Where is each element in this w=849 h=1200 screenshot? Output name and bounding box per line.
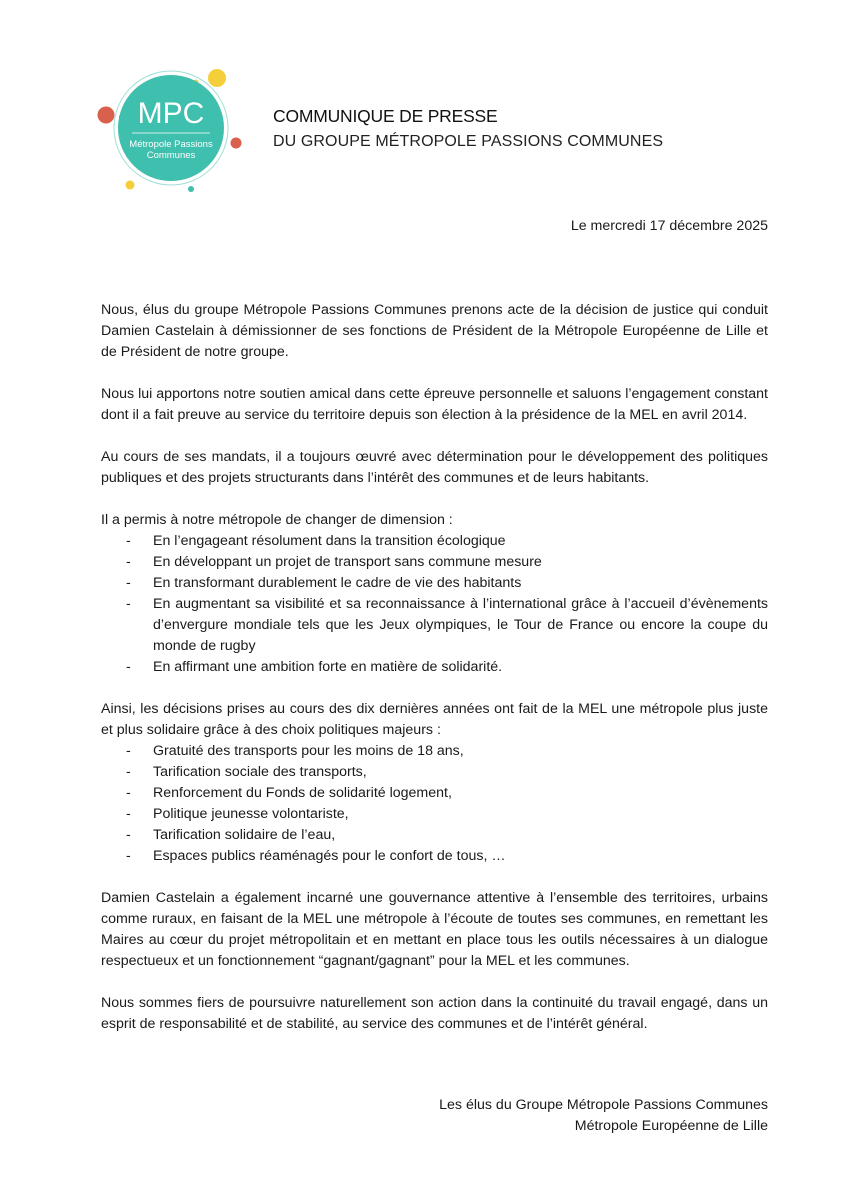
list-item xyxy=(101,552,768,573)
list-dash: - xyxy=(126,533,131,549)
policy-choices-list xyxy=(101,741,768,867)
list-item xyxy=(101,825,768,846)
list-dash: - xyxy=(126,575,131,591)
logo-dot-yellow-large xyxy=(208,69,226,87)
paragraph-1: Nous, élus du groupe Métropole Passions Communes prenons acte de la décision de justice qui conduit Damien Castelain à démissionner de ses fonctions de Président de la Métropole Européenne de Lille et de Président de notre groupe. xyxy=(101,302,768,360)
list-item xyxy=(101,657,768,678)
list-item-text: Renforcement du Fonds de solidarité logement, xyxy=(153,785,452,801)
logo-dot-teal-bottom xyxy=(188,186,194,192)
signature-line-1: Les élus du Groupe Métropole Passions Communes xyxy=(439,1097,768,1113)
list-item-text: En développant un projet de transport sans commune mesure xyxy=(153,554,542,570)
list-item xyxy=(101,783,768,804)
paragraph-7: Nous sommes fiers de poursuivre naturellement son action dans la continuité du travail engagé, dans un esprit de responsabilité et de stabilité, au service des communes et de l’intérêt général. xyxy=(101,995,768,1032)
signature-block xyxy=(439,1095,768,1137)
logo-dot-red-left xyxy=(98,107,115,124)
logo-initials: MPC xyxy=(137,97,205,130)
paragraph-3: Au cours de ses mandats, il a toujours œuvré avec détermination pour le développement des politiques publiques et des projets structurants dans l’intérêt des communes et de leurs habitants. xyxy=(101,449,768,486)
list-item-text: En affirmant une ambition forte en matière de solidarité. xyxy=(153,659,503,675)
list-dash: - xyxy=(126,827,131,843)
paragraph-6: Damien Castelain a également incarné une gouvernance attentive à l’ensemble des territoires, urbains comme ruraux, en faisant de la MEL une métropole à l’écoute de toutes ses communes, en remettant les Maires au cœur du projet métropolitain et en mettant en place tous les outils nécessaires à un dialogue respectueux et un fonctionnement “gagnant/gagnant” pour la MEL et les communes. xyxy=(101,890,768,969)
list-dash: - xyxy=(126,848,131,864)
list-item-text: En l’engageant résolument dans la transition écologique xyxy=(153,533,506,549)
list-item xyxy=(101,531,768,552)
logo-dot-red-right xyxy=(231,138,242,149)
list-item xyxy=(101,741,768,762)
list-item-text: En augmentant sa visibilité et sa reconnaissance à l’international grâce à l’accueil d’évènements d’envergure mondiale tels que les Jeux olympiques, le Tour de France ou encore la coupe du monde de rugby xyxy=(153,596,768,654)
logo-text-line2: Communes xyxy=(146,150,196,161)
list-item-text: Gratuité des transports pour les moins de 18 ans, xyxy=(153,743,464,759)
list-item xyxy=(101,762,768,783)
list-item-text: Politique jeunesse volontariste, xyxy=(153,806,349,822)
list-dash: - xyxy=(126,596,131,612)
logo-text-line1: Métropole Passions xyxy=(129,139,213,150)
paragraph-5: Ainsi, les décisions prises au cours des dix dernières années ont fait de la MEL une métropole plus juste et plus solidaire grâce à des choix politiques majeurs : xyxy=(101,701,768,738)
press-release-title: COMMUNIQUE DE PRESSE xyxy=(273,106,498,126)
list-dash: - xyxy=(126,554,131,570)
list-dash: - xyxy=(126,785,131,801)
list-item xyxy=(101,594,768,657)
list-item-text: En transformant durablement le cadre de vie des habitants xyxy=(153,575,522,591)
paragraph-2: Nous lui apportons notre soutien amical dans cette épreuve personnelle et saluons l’engagement constant dont il a fait preuve au service du territoire depuis son élection à la présidence de la MEL en avril 2014. xyxy=(101,386,768,423)
list-dash: - xyxy=(126,743,131,759)
list-item xyxy=(101,804,768,825)
list-dash: - xyxy=(126,659,131,675)
achievements-list xyxy=(101,531,768,678)
list-dash: - xyxy=(126,764,131,780)
release-body xyxy=(101,300,768,1056)
list-item xyxy=(101,573,768,594)
paragraph-4: Il a permis à notre métropole de changer de dimension : xyxy=(101,512,453,528)
mpc-logo xyxy=(96,66,244,196)
list-item-text: Tarification solidaire de l’eau, xyxy=(153,827,336,843)
list-item-text: Espaces publics réaménagés pour le confort de tous, … xyxy=(153,848,506,864)
list-item xyxy=(101,846,768,867)
list-item-text: Tarification sociale des transports, xyxy=(153,764,367,780)
press-release-subtitle: DU GROUPE MÉTROPOLE PASSIONS COMMUNES xyxy=(273,133,664,150)
release-date: Le mercredi 17 décembre 2025 xyxy=(570,218,768,234)
signature-line-2: Métropole Européenne de Lille xyxy=(574,1118,768,1134)
list-dash: - xyxy=(126,806,131,822)
logo-dot-yellow-bottom xyxy=(126,181,135,190)
